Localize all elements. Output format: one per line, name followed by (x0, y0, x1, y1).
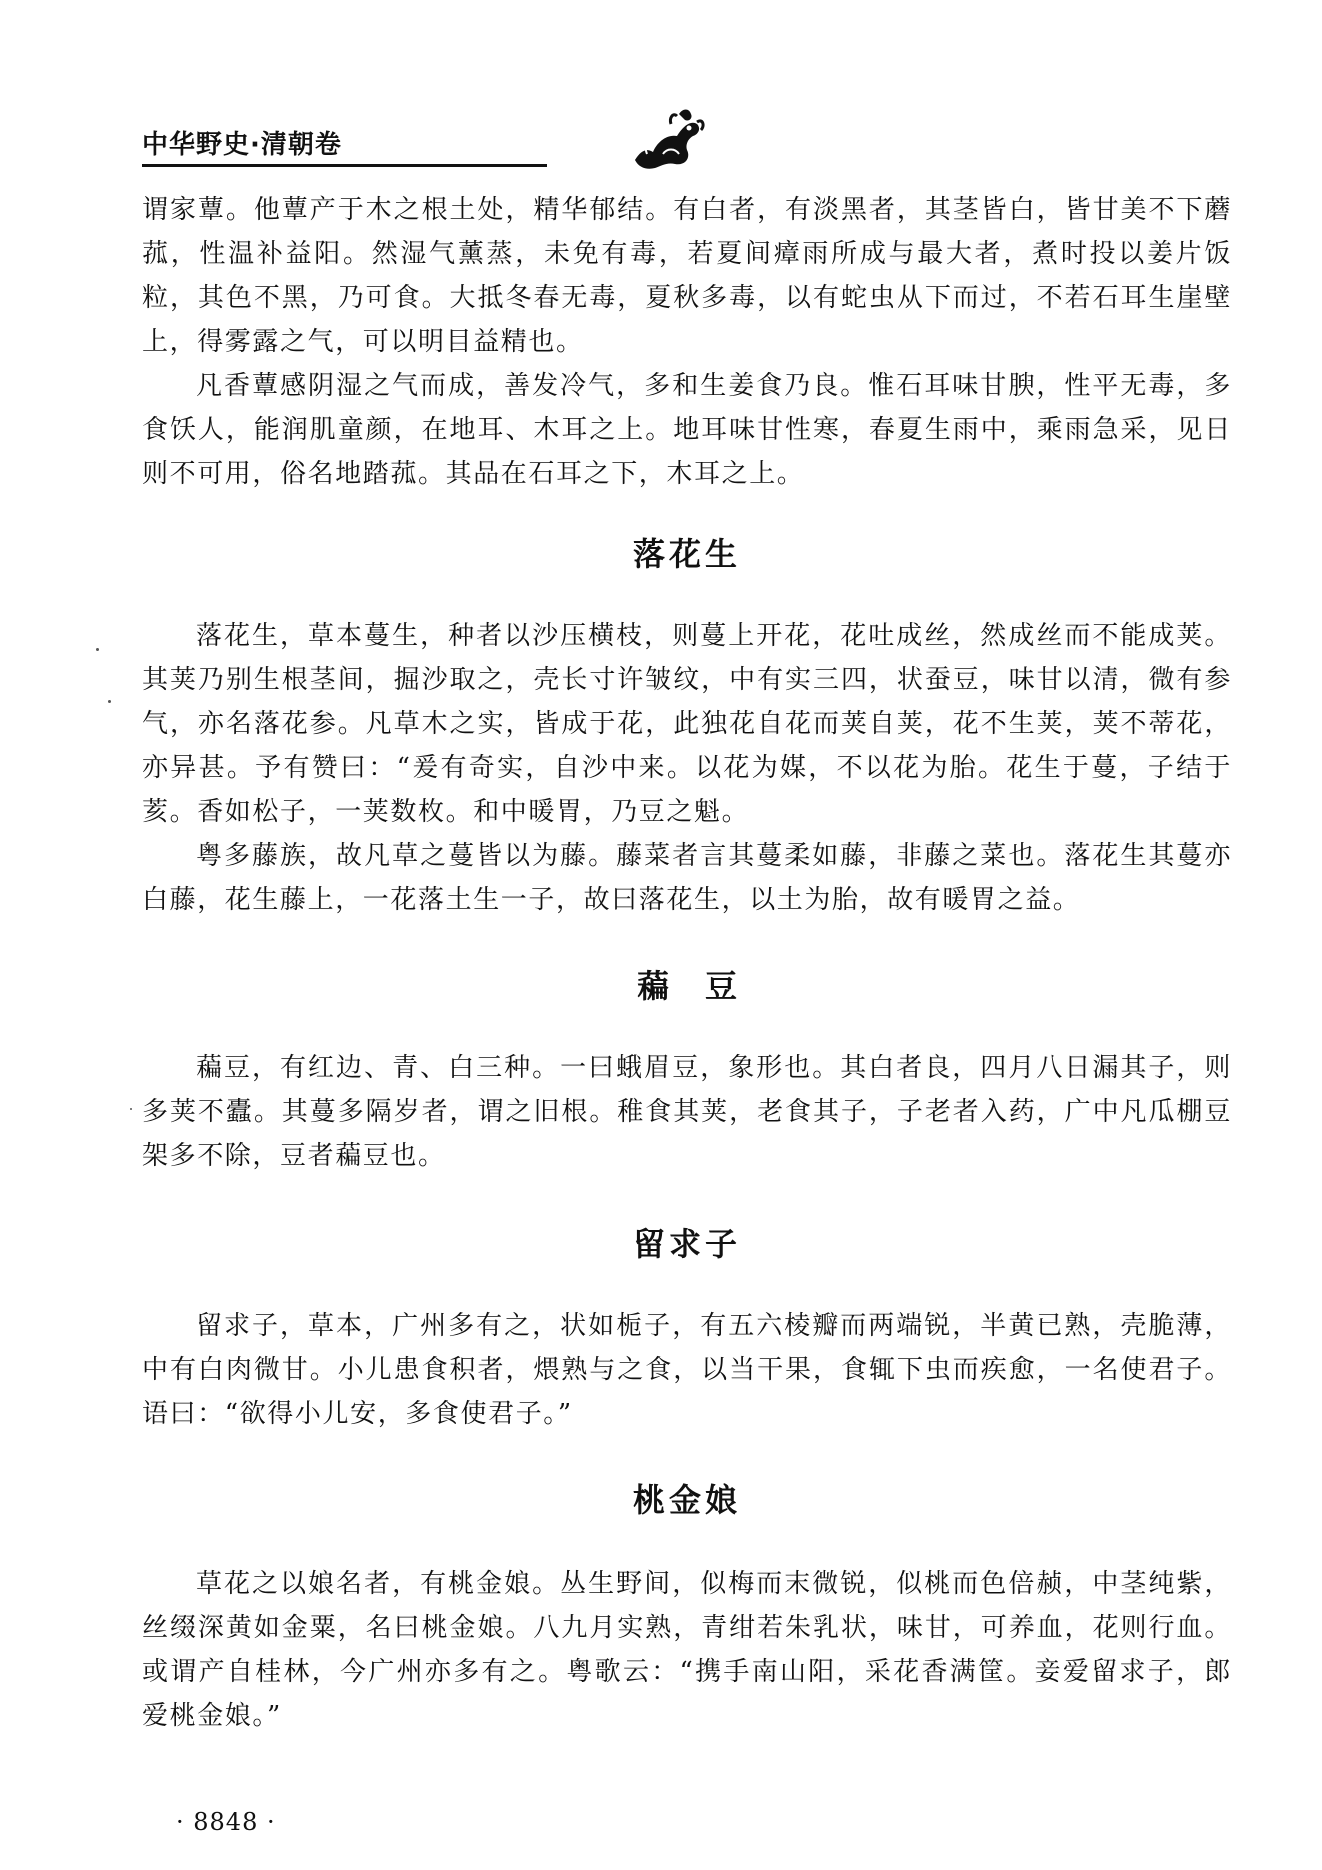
paragraph-rose-myrtle: 草花之以娘名者，有桃金娘。丛生野间，似梅而末微锐，似桃而色倍赪，中茎纯紫，丝缀深黄如金粟，名曰桃金娘。八九月实熟，青绀若朱乳状，味甘，可养血，花则行血。或谓产自桂林，今广州亦多有之。粤歌云：“携手南山阳，采花香满筐。妾爱留求子，郎爱桃金娘。” (142, 1569, 1232, 1731)
section-title-peanut: 落花生 (632, 535, 741, 573)
page-number: · 8848 · (176, 1808, 276, 1836)
paragraph-mushroom-continued: 谓家蕈。他蕈产于木之根土处，精华郁结。有白者，有淡黑者，其茎皆白，皆甘美不下蘑菰，性温补益阳。然湿气薰蒸，未免有毒，若夏间瘴雨所成与最大者，煮时投以姜片饭粒，其色不黑，乃可食。大抵冬春无毒，夏秋多毒，以有蛇虫从下而过，不若石耳生崖壁上，得雾露之气，可以明目益精也。 (142, 195, 1232, 357)
paragraph-hyacinth-bean: 藊豆，有红边、青、白三种。一曰蛾眉豆，象形也。其白者良，四月八日漏其子，则多荚不蠹。其蔓多隔岁者，谓之旧根。稚食其荚，老食其子，子老者入药，广中凡瓜棚豆架多不除，豆者藊豆也。 (142, 1053, 1232, 1171)
page-body (142, 188, 1232, 1738)
running-header (142, 118, 1242, 170)
section-title-hyacinth-bean: 藊豆 (636, 967, 773, 1005)
scan-speck (108, 700, 111, 703)
paragraph-peanut-vine: 粤多藤族，故凡草之蔓皆以为藤。藤菜者言其蔓柔如藤，非藤之菜也。落花生其蔓亦白藤，花生藤上，一花落土生一子，故曰落花生，以土为胎，故有暖胃之益。 (142, 841, 1232, 915)
dragon-logo-icon (627, 104, 707, 172)
header-rule (142, 164, 547, 167)
book-title: 中华野史·清朝卷 (142, 130, 342, 160)
paragraph-rangoon-creeper: 留求子，草本，广州多有之，状如栀子，有五六棱瓣而两端锐，半黄已熟，壳脆薄，中有白肉微甘。小儿患食积者，煨熟与之食，以当干果，食辄下虫而疾愈，一名使君子。语曰：“欲得小儿安，多食使君子。” (142, 1311, 1232, 1429)
paragraph-peanut: 落花生，草本蔓生，种者以沙压横枝，则蔓上开花，花吐成丝，然成丝而不能成荚。其荚乃别生根茎间，掘沙取之，壳长寸许皱纹，中有实三四，状蚕豆，味甘以清，微有参气，亦名落花参。凡草木之实，皆成于花，此独花自花而荚自荚，花不生荚，荚不蒂花，亦异甚。予有赞曰：“爰有奇实，自沙中来。以花为媒，不以花为胎。花生于蔓，子结于荄。香如松子，一荚数枚。和中暖胃，乃豆之魁。 (142, 621, 1232, 827)
section-title-rangoon-creeper: 留求子 (632, 1225, 741, 1263)
scan-speck (130, 1108, 132, 1110)
section-title-rose-myrtle: 桃金娘 (632, 1481, 741, 1519)
paragraph-mushroom-fragrant: 凡香蕈感阴湿之气而成，善发冷气，多和生姜食乃良。惟石耳味甘腴，性平无毒，多食饫人，能润肌童颜，在地耳、木耳之上。地耳味甘性寒，春夏生雨中，乘雨急采，见日则不可用，俗名地踏菰。其品在石耳之下，木耳之上。 (142, 371, 1232, 489)
scan-speck (96, 648, 99, 651)
